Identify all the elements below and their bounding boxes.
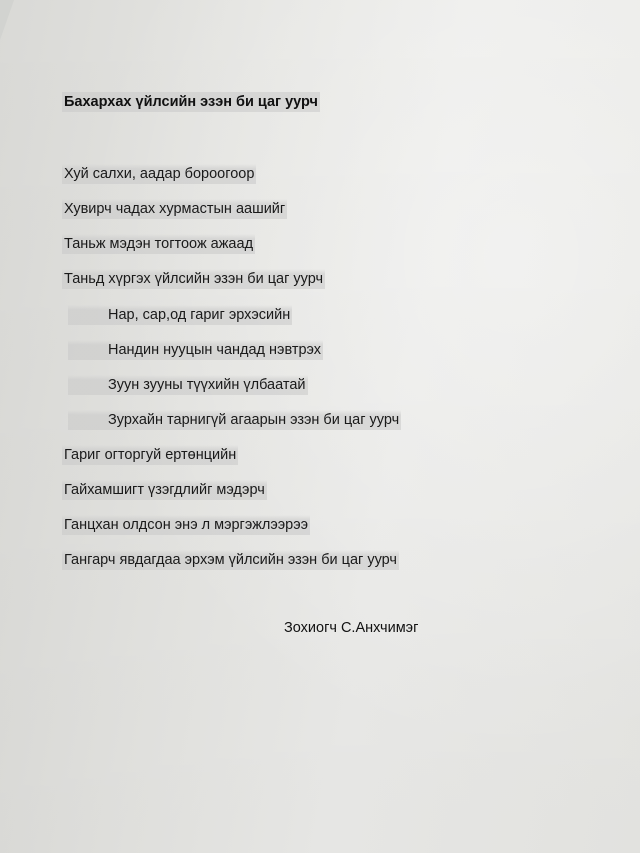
- paper-corner-shadow: [0, 0, 14, 40]
- poem-line-11: Ганцхан олдсон энэ л мэргэжлээрээ: [64, 517, 309, 533]
- poem-line-1: Хуй салхи, аадар бороогоор: [64, 166, 255, 182]
- poem-line-6: Нандин нууцын чандад нэвтрэх: [108, 342, 322, 358]
- poem-line-4: Таньд хүргэх үйлсийн эзэн би цаг уурч: [64, 271, 324, 287]
- poem-line-7-row: [68, 375, 308, 395]
- poem-line-8-row: [68, 410, 401, 430]
- poem-line-3: Таньж мэдэн тогтоож ажаад: [64, 236, 254, 252]
- indent-pad: [70, 305, 108, 325]
- poem-title: Бахархах үйлсийн эзэн би цаг уурч: [64, 94, 318, 110]
- poem-line-5-row: [68, 305, 292, 325]
- poem-line-6-row: [68, 340, 323, 360]
- poem-line-12: Гангарч явдагдаа эрхэм үйлсийн эзэн би цаг уурч: [64, 552, 397, 568]
- poem-line-5: Нар, сар,од гариг эрхэсийн: [108, 307, 291, 323]
- poem-line-7: Зуун зууны түүхийн үлбаатай: [108, 377, 306, 393]
- poem-line-9: Гариг огторгуй ертөнцийн: [64, 447, 237, 463]
- poem-author: Зохиогч С.Анхчимэг: [284, 620, 419, 636]
- poem-line-10: Гайхамшигт үзэгдлийг мэдэрч: [64, 482, 265, 498]
- indent-pad: [70, 340, 108, 360]
- poem-line-8: Зурхайн тарнигүй агаарын эзэн би цаг уурч: [108, 412, 400, 428]
- poem-line-2: Хувирч чадах хурмастын аашийг: [64, 201, 286, 217]
- indent-pad: [70, 410, 108, 430]
- indent-pad: [70, 375, 108, 395]
